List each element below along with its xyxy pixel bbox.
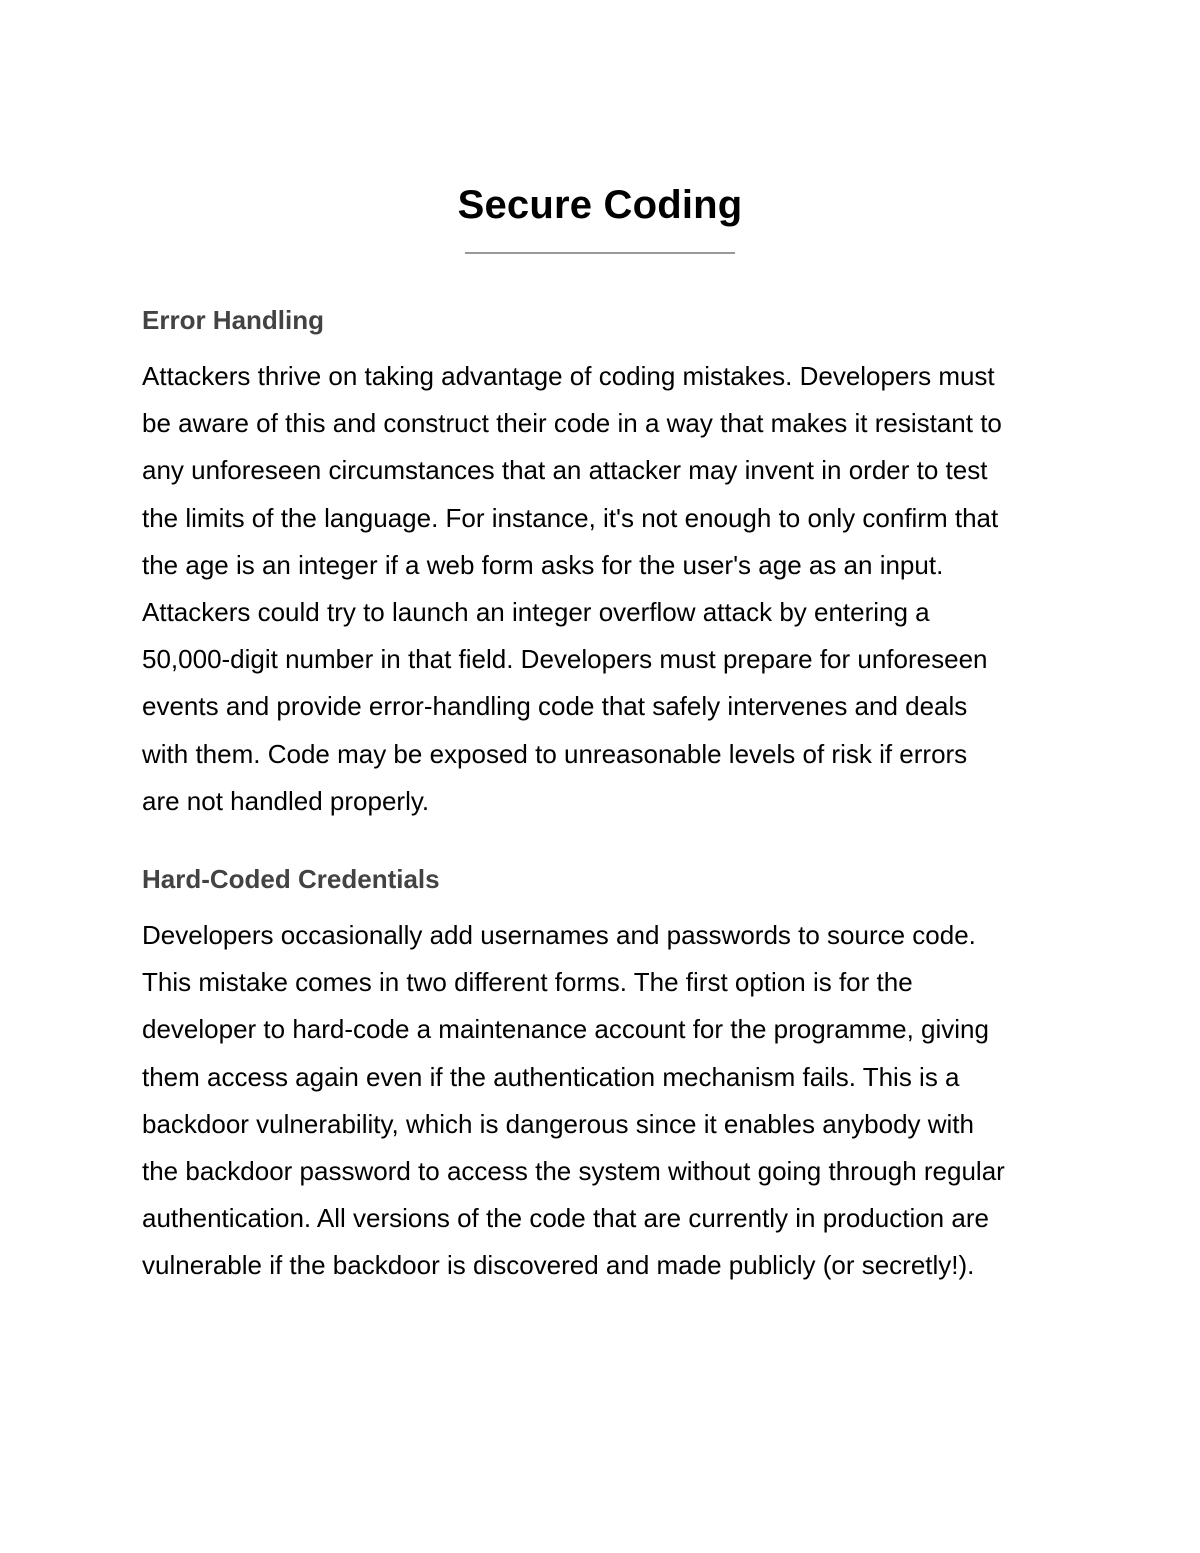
document-title: Secure Coding [457, 183, 743, 227]
body-line: vulnerable if the backdoor is discovered and made publicly (or secretly!). [142, 1250, 975, 1281]
section-body-error-handling [142, 353, 1062, 825]
body-line: are not handled properly. [142, 785, 430, 816]
body-line: 50,000-digit number in that field. Developers must prepare for unforeseen [142, 644, 988, 675]
section-heading-error-handling: Error Handling [142, 305, 325, 335]
title-divider: —————————————————— [465, 244, 735, 261]
body-line: backdoor vulnerability, which is dangerous since it enables anybody with [142, 1108, 974, 1139]
body-line: Developers occasionally add usernames and passwords to source code. [142, 920, 976, 950]
body-line: Attackers thrive on taking advantage of coding mistakes. Developers must [142, 361, 995, 391]
body-line: the backdoor password to access the system without going through regular [142, 1156, 1005, 1187]
body-line: the limits of the language. For instance, it's not enough to only confirm that [142, 502, 999, 533]
body-line: them access again even if the authentication mechanism fails. This is a [142, 1061, 960, 1092]
body-line: any unforeseen circumstances that an attacker may invent in order to test [142, 455, 988, 486]
section-body-hard-coded-credentials [142, 912, 1062, 1290]
body-line: authentication. All versions of the code that are currently in production are [142, 1203, 989, 1234]
body-line: Attackers could try to launch an integer overflow attack by entering a [142, 597, 930, 628]
body-line: This mistake comes in two different forms. The first option is for the [142, 967, 913, 998]
body-line: developer to hard-code a maintenance account for the programme, giving [142, 1014, 989, 1045]
section-heading-hard-coded-credentials: Hard-Coded Credentials [142, 864, 440, 894]
body-line: events and provide error-handling code that safely intervenes and deals [142, 691, 968, 722]
body-line: with them. Code may be exposed to unreasonable levels of risk if errors [142, 738, 968, 769]
body-line: be aware of this and construct their code in a way that makes it resistant to [142, 408, 1002, 439]
body-line: the age is an integer if a web form asks for the user's age as an input. [142, 549, 944, 580]
